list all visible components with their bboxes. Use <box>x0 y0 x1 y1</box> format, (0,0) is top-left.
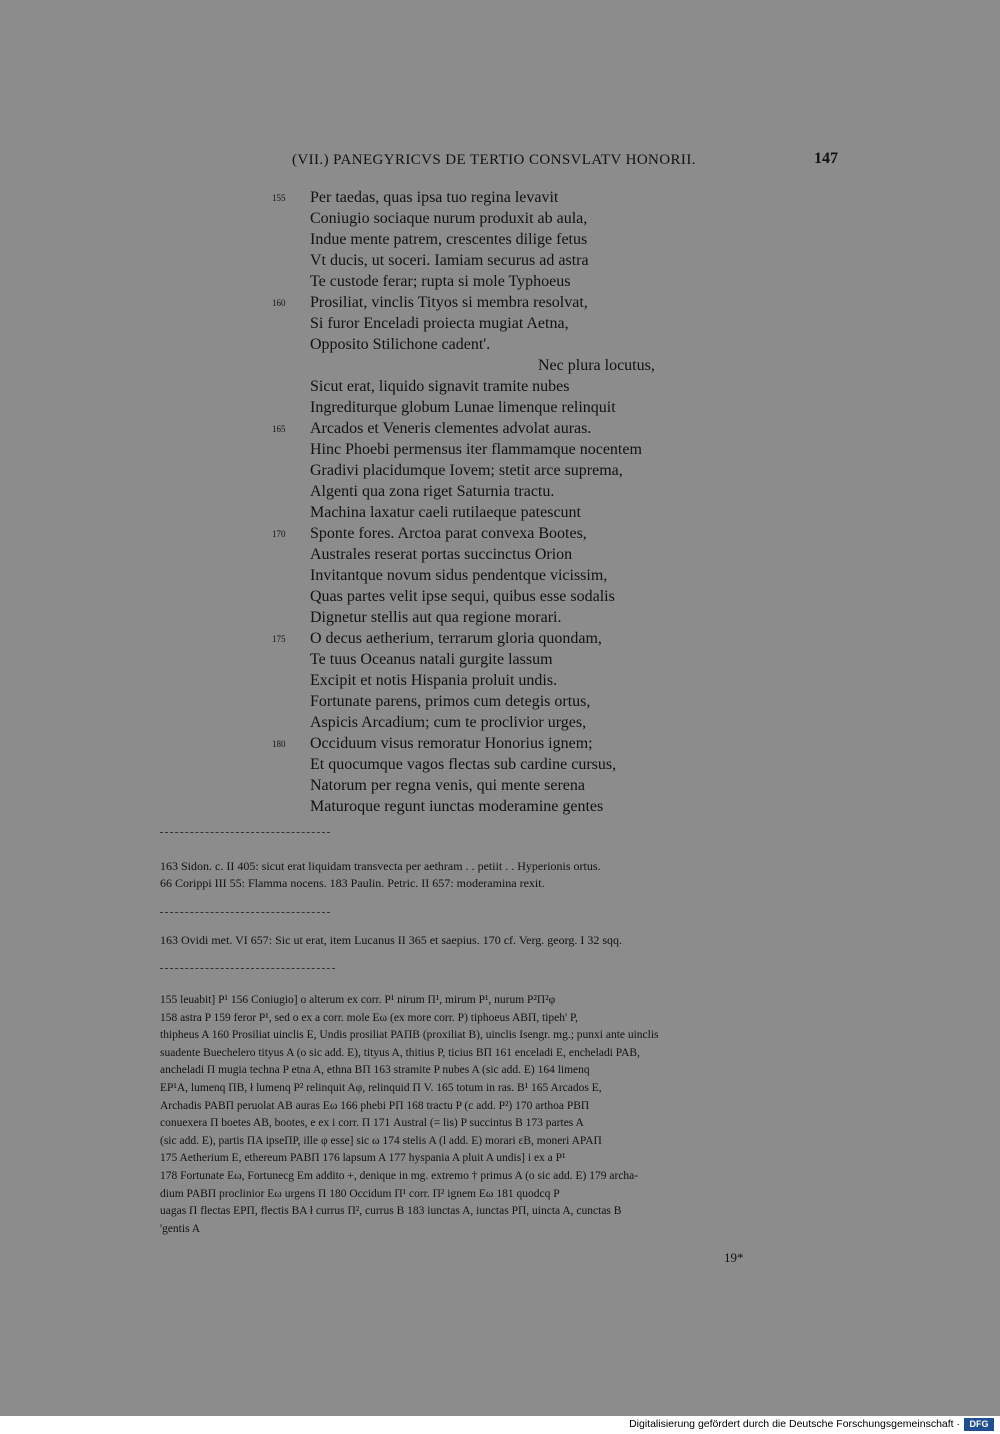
verse-text: Hinc Phoebi permensus iter flammamque nocentem <box>310 441 642 458</box>
verse-line <box>160 523 760 544</box>
verse-text: Invitantque novum sidus pendentque vicissim, <box>310 567 608 584</box>
verse-text: Gradivi placidumque Iovem; stetit arce suprema, <box>310 462 623 479</box>
apparatus-line: EP¹A, lumenq ΠB, ł lumenq P² relinquit Aφ, relinquid Π V. 165 totum in ras. B¹ 165 Arcados E, <box>160 1081 602 1094</box>
verse-text: Sicut erat, liquido signavit tramite nubes <box>310 378 570 395</box>
verse-line <box>160 418 760 439</box>
verse-text: Et quocumque vagos flectas sub cardine cursus, <box>310 756 617 773</box>
verse-text: Coniugio sociaque nurum produxit ab aula, <box>310 210 588 227</box>
verse-number: 175 <box>272 634 286 644</box>
apparatus-line: thipheus A 160 Prosiliat uinclis E, Undis prosiliat PAΠB (proxiliat B), uinclis Isengr. mg.; punxi ante uinclis <box>160 1029 659 1042</box>
apparatus-line: uagas Π flectas EPΠ, flectis BA ł currus Π², currus B 183 iunctas A, iunctas PΠ, uincta A, cunctas B <box>160 1205 622 1218</box>
verse-text: Nec plura locutus, <box>538 357 655 374</box>
verse-text: Te tuus Oceanus natali gurgite lassum <box>310 651 553 668</box>
verse-number: 165 <box>272 424 286 434</box>
apparatus-line: 178 Fortunate Eω, Fortunecg Em addito +, denique in mg. extremo † primus A (o sic add. E) 179 archa- <box>160 1169 639 1182</box>
apparatus-line: suadente Buechelero tityus A (o sic add. E), tityus A, thitius P, ticius BΠ 161 enceladi E, encheladi PAB, <box>160 1046 640 1059</box>
separator-line <box>160 832 330 833</box>
verse-line <box>160 712 760 733</box>
verse-block <box>160 187 760 817</box>
verse-text: Per taedas, quas ipsa tuo regina levavit <box>310 189 559 206</box>
apparatus-line: Archadis PABΠ peruolat AB auras Eω 166 phebi PΠ 168 tractu P (c add. P²) 170 arthoa PBΠ <box>160 1099 590 1112</box>
verse-line <box>160 775 760 796</box>
verse-line <box>160 460 760 481</box>
verse-number: 160 <box>272 298 286 308</box>
verse-line <box>160 397 760 418</box>
verse-line <box>160 502 760 523</box>
apparatus-line: 175 Aetherium E, ethereum PABΠ 176 lapsum A 177 hyspania A pluit A undis] i ex a P¹ <box>160 1152 566 1165</box>
apparatus-line: conuexera Π boetes AB, bootes, e ex i corr. Π 171 Austral (= lis) P succintus B 173 partes A <box>160 1117 584 1130</box>
running-title: (VII.) PANEGYRICVS DE TERTIO CONSVLATV HONORII. <box>292 152 696 168</box>
verse-text: Fortunate parens, primos cum detegis ortus, <box>310 693 591 710</box>
verse-line <box>160 355 760 376</box>
verse-text: Vt ducis, ut soceri. Iamiam securus ad astra <box>310 252 589 269</box>
verse-number: 170 <box>272 529 286 539</box>
verse-text: Te custode ferar; rupta si mole Typhoeus <box>310 273 571 290</box>
verse-line <box>160 250 760 271</box>
verse-line <box>160 754 760 775</box>
signature-mark: 19* <box>724 1250 744 1265</box>
dfg-logo-icon[interactable]: DFG <box>964 1418 994 1431</box>
digitization-footer <box>0 1416 1000 1434</box>
verse-line <box>160 334 760 355</box>
verse-text: Algenti qua zona riget Saturnia tractu. <box>310 483 555 500</box>
verse-line <box>160 796 760 817</box>
running-header <box>160 152 840 178</box>
apparatus-line: 158 astra P 159 feror P¹, sed o ex a corr. mole Eω (ex more corr. P) tiphoeus ABΠ, tipeh' P, <box>160 1011 578 1024</box>
apparatus-line: ancheladi Π mugia techna P etna A, ethna BΠ 163 stramite P nubes A (sic add. E) 164 limenq <box>160 1064 590 1077</box>
note-line: 163 Sidon. c. II 405: sicut erat liquidam transvecta per aethram . . petiit . . Hyperionis ortus. <box>160 859 601 873</box>
verse-number: 180 <box>272 739 286 749</box>
verse-line <box>160 586 760 607</box>
apparatus-line: 155 leuabit] P¹ 156 Coniugio] o alterum ex corr. P¹ nirum Π¹, mirum P¹, nurum P²Π²φ <box>160 994 556 1006</box>
verse-line <box>160 628 760 649</box>
verse-line <box>160 649 760 670</box>
notes-imitationes <box>160 932 835 949</box>
verse-line <box>160 229 760 250</box>
verse-text: Ingrediturque globum Lunae limenque relinquit <box>310 399 616 416</box>
verse-text: Indue mente patrem, crescentes dilige fetus <box>310 231 588 248</box>
note-line: 163 Ovidi met. VI 657: Sic ut erat, item Lucanus II 365 et saepius. 170 cf. Verg. georg. I 32 sqq. <box>160 933 623 947</box>
verse-line <box>160 208 760 229</box>
verse-text: O decus aetherium, terrarum gloria quondam, <box>310 630 602 647</box>
verse-text: Occiduum visus remoratur Honorius ignem; <box>310 735 593 752</box>
verse-text: Machina laxatur caeli rutilaeque patescunt <box>310 504 581 521</box>
verse-text: Prosiliat, vinclis Tityos si membra resolvat, <box>310 294 588 311</box>
verse-text: Australes reserat portas succinctus Orion <box>310 546 573 563</box>
apparatus-line: 'gentis A <box>160 1222 201 1235</box>
verse-line <box>160 187 760 208</box>
verse-text: Excipit et notis Hispania proluit undis. <box>310 672 558 689</box>
note-line: 66 Corippi III 55: Flamma nocens. 183 Paulin. Petric. II 657: moderamina rexit. <box>160 876 545 890</box>
verse-text: Arcados et Veneris clementes advolat auras. <box>310 420 592 437</box>
verse-text: Si furor Enceladi proiecta mugiat Aetna, <box>310 315 569 332</box>
verse-line <box>160 565 760 586</box>
verse-text: Natorum per regna venis, qui mente serena <box>310 777 586 794</box>
verse-text: Aspicis Arcadium; cum te proclivior urges, <box>310 714 587 731</box>
verse-line <box>160 670 760 691</box>
verse-text: Opposito Stilichone cadent'. <box>310 336 491 353</box>
verse-line <box>160 292 760 313</box>
critical-apparatus <box>160 992 835 1238</box>
footer-credit[interactable]: Digitalisierung gefördert durch die Deutsche Forschungsgemeinschaft · <box>629 1418 960 1430</box>
verse-line <box>160 691 760 712</box>
notes-loci-similes <box>160 858 835 892</box>
verse-line <box>160 733 760 754</box>
apparatus-line: dium PABΠ proclinior Eω urgens Π 180 Occidum Π¹ corr. Π² ignem Eω 181 quodcq P <box>160 1187 560 1200</box>
apparatus-line: (sic add. E), partis ΠA ipseΠP, ille φ esse] sic ω 174 stelis A (l add. E) morari εB, moneri APAΠ <box>160 1134 602 1147</box>
verse-line <box>160 376 760 397</box>
verse-line <box>160 439 760 460</box>
verse-text: Sponte fores. Arctoa parat convexa Bootes, <box>310 525 587 542</box>
verse-line <box>160 607 760 628</box>
verse-line <box>160 271 760 292</box>
page-number: 147 <box>814 150 838 167</box>
separator-line <box>160 968 335 969</box>
verse-text: Dignetur stellis aut qua regione morari. <box>310 609 562 626</box>
verse-line <box>160 481 760 502</box>
verse-number: 155 <box>272 193 286 203</box>
verse-text: Quas partes velit ipse sequi, quibus esse sodalis <box>310 588 615 605</box>
verse-text: Maturoque regunt iunctas moderamine gentes <box>310 798 604 815</box>
verse-line <box>160 313 760 334</box>
separator-line <box>160 912 330 913</box>
verse-line <box>160 544 760 565</box>
